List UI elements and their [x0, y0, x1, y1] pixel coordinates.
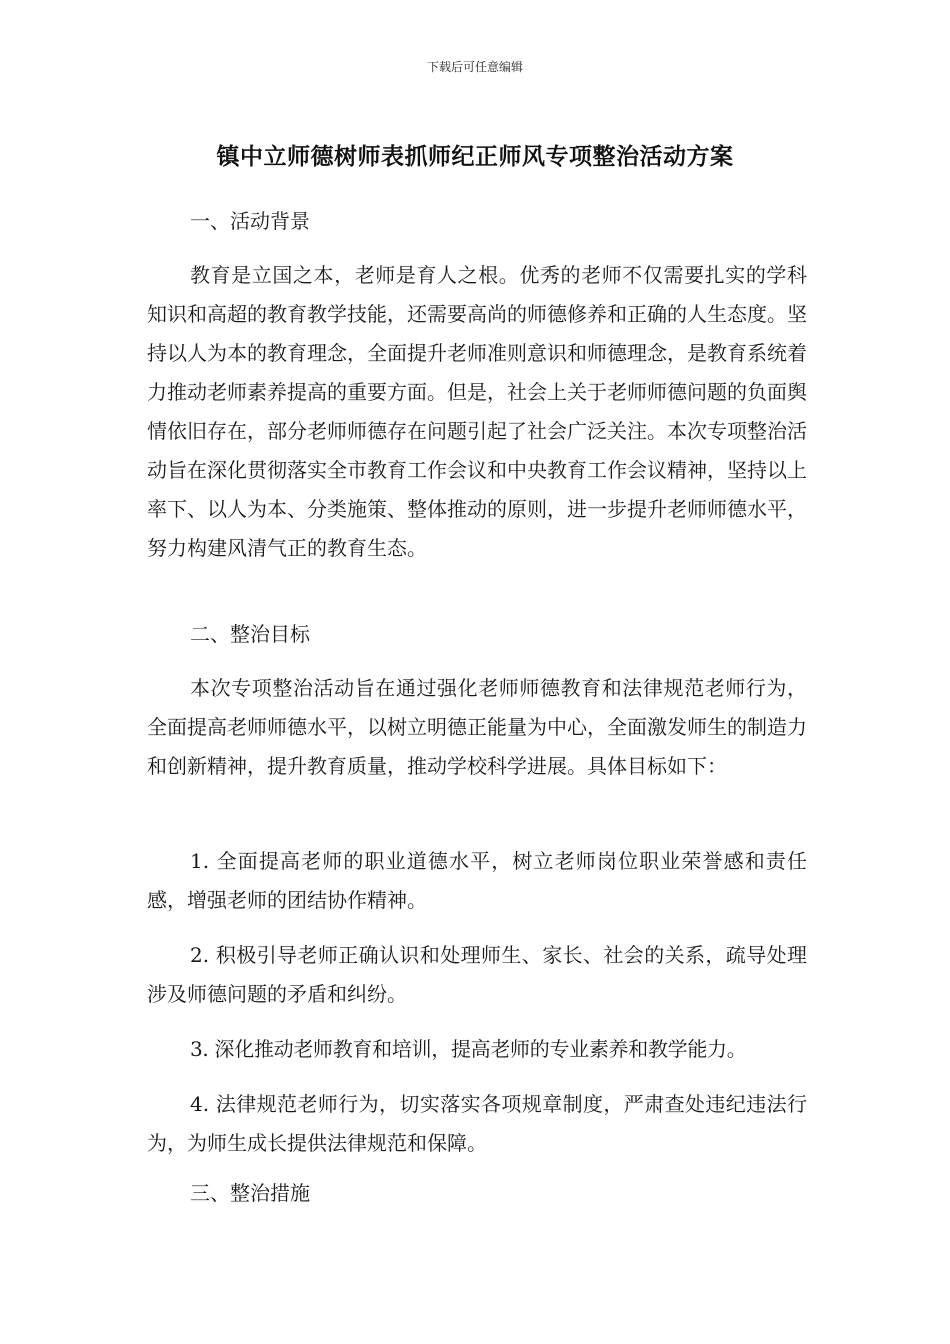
list-item: 2. 积极引导老师正确认识和处理师生、家长、社会的关系，疏导处理涉及师德问题的矛盾和纠纷。 [147, 943, 807, 1006]
list-item: 3. 深化推动老师教育和培训，提高老师的专业素养和教学能力。 [190, 1037, 747, 1061]
goal-item-2 [147, 936, 807, 1014]
paragraph-text: 教育是立国之本，老师是育人之根。优秀的老师不仅需要扎实的学科知识和高超的教育教学技能，还需要高尚的师德修养和正确的人生态度。坚持以人为本的教育理念，全面提升老师准则意识和师德理念，是教育系统着力推动老师素养提高的重要方面。但是，社会上关于老师师德问题的负面舆情依旧存在，部分老师师德存在问题引起了社会广泛关注。本次专项整治活动旨在深化贯彻落实全市教育工作会议和中央教育工作会议精神，坚持以上率下、以人为本、分类施策、整体推动的原则，进一步提升老师师德水平，努力构建风清气正的教育生态。 [147, 263, 807, 560]
section-heading-measures: 三、整治措施 [190, 1181, 310, 1205]
list-item: 4. 法律规范老师行为，切实落实各项规章制度，严肃查处违纪违法行为，为师生成长提供法律规范和保障。 [147, 1092, 807, 1155]
list-item: 1. 全面提高老师的职业道德水平，树立老师岗位职业荣誉感和责任感，增强老师的团结协作精神。 [147, 849, 807, 912]
paragraph-text: 本次专项整治活动旨在通过强化老师师德教育和法律规范老师行为，全面提高老师师德水平，以树立明德正能量为中心，全面激发师生的制造力和创新精神，提升教育质量，推动学校科学进展。具体目标如下： [147, 676, 807, 778]
goal-item-4 [147, 1085, 807, 1163]
goal-item-1 [147, 842, 807, 920]
section-heading-goals: 二、整治目标 [190, 622, 310, 646]
goal-item-3 [147, 1030, 807, 1069]
section-heading-background: 一、活动背景 [190, 209, 310, 233]
page-title: 镇中立师德树师表抓师纪正师风专项整治活动方案 [216, 144, 734, 170]
section-goals-paragraph [147, 669, 807, 786]
section-background-paragraph [147, 256, 807, 568]
header-note: 下载后可任意编辑 [426, 60, 523, 74]
